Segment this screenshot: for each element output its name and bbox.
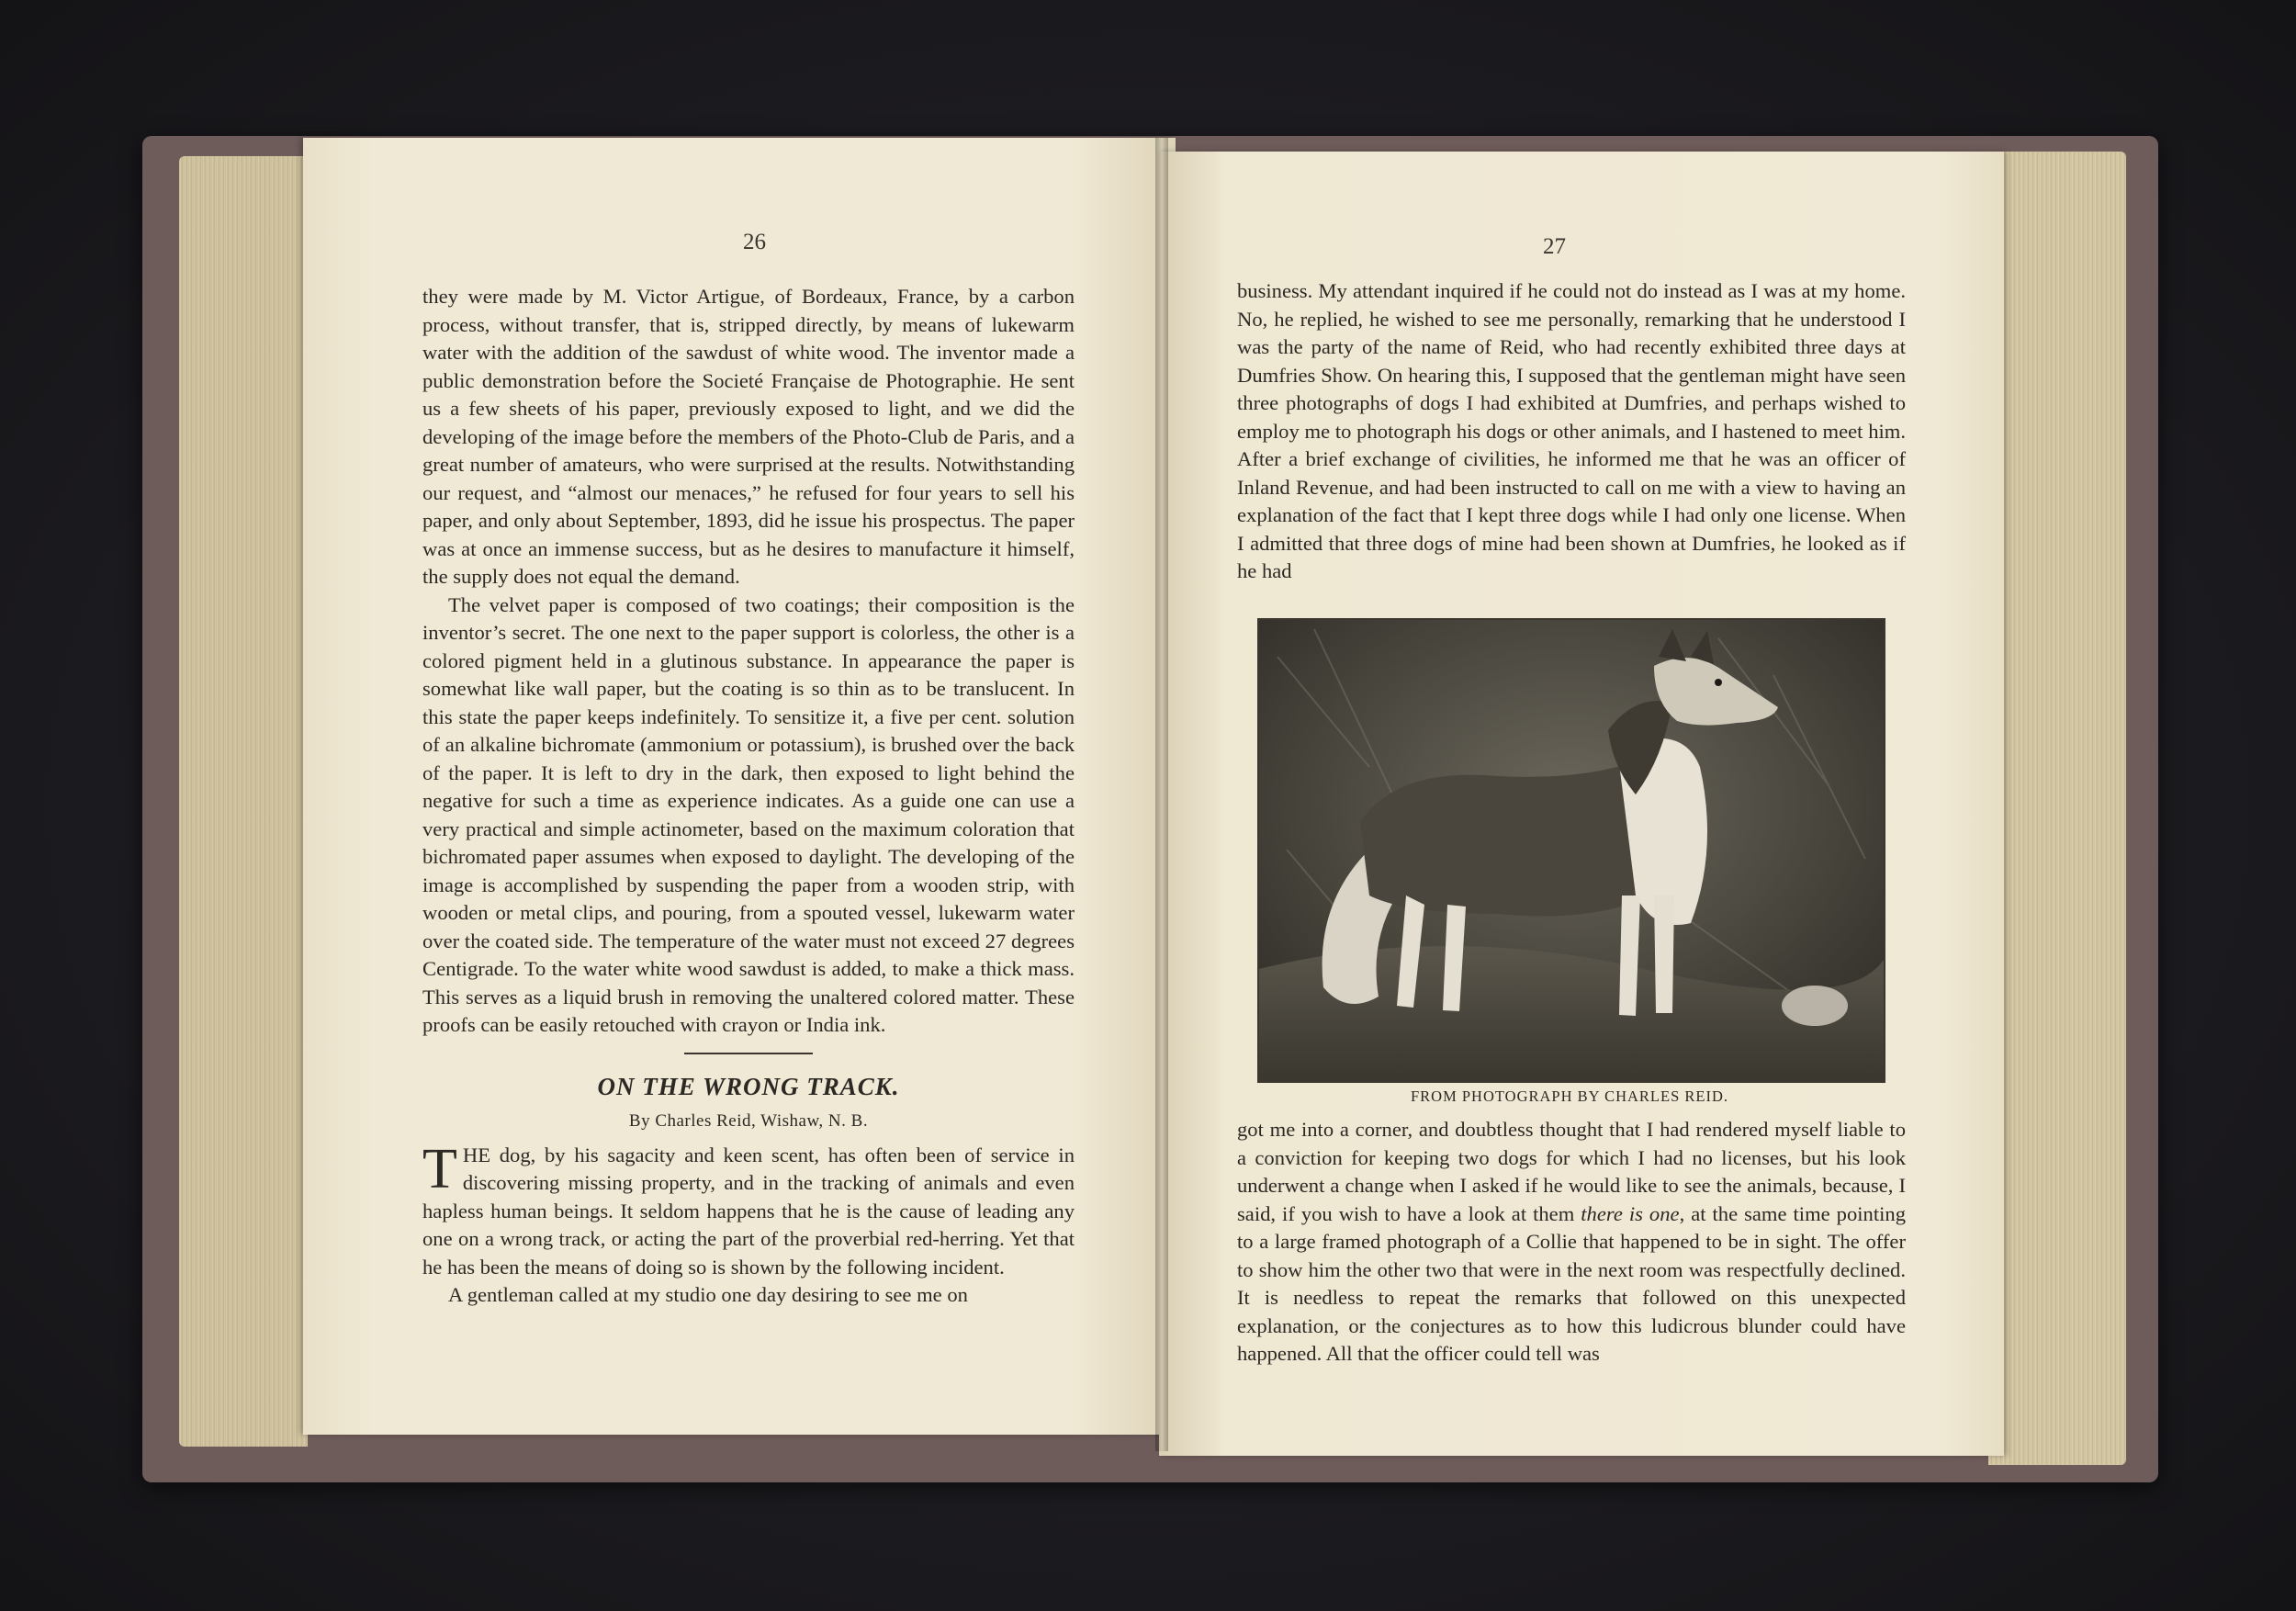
right-page-body-top xyxy=(1237,277,1906,586)
drop-cap: T xyxy=(422,1137,457,1200)
article-opening-paragraph xyxy=(422,1137,1075,1282)
article-second-paragraph: A gentleman called at my studio one day desiring to see me on xyxy=(448,1283,968,1306)
section-divider xyxy=(684,1053,813,1054)
collie-dog-image xyxy=(1259,620,1884,1081)
right-page-body-bottom xyxy=(1237,1116,1906,1369)
collie-photograph xyxy=(1257,618,1885,1083)
continued-paragraph: they were made by M. Victor Artigue, of Bordeaux, France, by a carbon process, without transfer, that is, stripped directly, by means of lukewarm water with the addition of the sawdust of white wood. The inventor made a public demonstration before the Societé Française de Photographie. He sent us a few sheets of his paper, previously exposed to light, and we did the developing of the image before the members of the Photo-Club de Paris, and a great number of amateurs, who were surprised at the results. Notwithstanding our request, and “almost our menaces,” he refused for four years to sell his paper, and only about September, 1893, did he issue his prospectus. The paper was at once an immense success, but as he desires to manufacture it himself, the supply does not equal the demand. xyxy=(422,285,1075,588)
left-page xyxy=(303,138,1176,1435)
book-gutter xyxy=(1155,138,1168,1451)
photo-caption: FROM PHOTOGRAPH BY CHARLES REID. xyxy=(1410,1087,1728,1105)
page-block-left-edge xyxy=(179,156,308,1447)
italic-phrase: there is one xyxy=(1581,1201,1680,1225)
continued-story-text-2 xyxy=(1237,1116,1906,1369)
left-page-body xyxy=(422,283,1075,1310)
page-block-right-edge xyxy=(1988,152,2126,1465)
page-number-left: 26 xyxy=(743,230,766,254)
right-page xyxy=(1159,152,2004,1456)
article-title: ON THE WRONG TRACK. xyxy=(597,1072,900,1100)
opening-text: HE dog, by his sagacity and keen scent, has often been of service in discovering missing property, and in the tracking of animals and even hapless human beings. It seldom happens that he is the cause of leading any one on a wrong track, or acting the part of the proverbial red-herring. Yet that he has been the means of doing so is shown by the following incident. xyxy=(422,1143,1075,1279)
continued-story-text: business. My attendant inquired if he could not do instead as I was at my home. No, he replied, he wished to see me personally, remarking that he understood I was the party of the name of Reid, who had recently exhibited three days at Dumfries Show. On hearing this, I supposed that the gentleman might have seen three photographs of dogs I had exhibited at Dumfries, and perhaps wished to employ me to photograph his dogs or other animals, and I hastened to meet him. After a brief exchange of civilities, he informed me that he was an officer of Inland Revenue, and had been instructed to call on me with a view to having an explanation of the fact that I kept three dogs while I had only one license. When I admitted that three dogs of mine had been shown at Dumfries, he looked as if he had xyxy=(1237,279,1906,582)
article-byline: By Charles Reid, Wishaw, N. B. xyxy=(628,1111,869,1131)
page-number-right: 27 xyxy=(1543,234,1566,259)
story-text-part-2: , at the same time pointing to a large framed photograph of a Collie that happened to be in sight. The offer to show him the other two that were in the next room was respectfully declined. It is needless to repeat the remarks that followed on this unexpected explanation, or the conjectures as to how this ludicrous blunder could have happened. All that the officer could tell was xyxy=(1237,1201,1906,1365)
story-text-part-1: got me into a corner, and doubtless thought that I had rendered myself liable to a conviction for keeping two dogs for which I had no licenses, but his look underwent a change when I asked if he would like to see the animals, because, I said, if you wish to have a look at them xyxy=(1237,1118,1906,1225)
velvet-paper-paragraph: The velvet paper is composed of two coatings; their composition is the inventor’s secret. The one next to the paper support is colorless, the other is a colored pigment held in a glutinous substance. In appearance the paper is somewhat like wall paper, but the coating is so thin as to be translucent. In this state the paper keeps indefinitely. To sensitize it, a five per cent. solution of an alkaline bichromate (ammonium or potassium), is brushed over the back of the paper. It is left to dry in the dark, then exposed to light behind the negative for such a time as experience indicates. As a guide one can use a very practical and simple actinometer, based on the maximum coloration that bichromated paper assumes when exposed to daylight. The developing of the image is accomplished by suspending the paper from a wooden strip, with wooden or metal clips, and pouring, from a spouted vessel, lukewarm water over the coated side. The temperature of the water must not exceed 27 degrees Centigrade. To the water white wood sawdust is added, to make a thick mass. This serves as a liquid brush in removing the unaltered colored matter. These proofs can be easily retouched with crayon or India ink. xyxy=(422,592,1075,1036)
